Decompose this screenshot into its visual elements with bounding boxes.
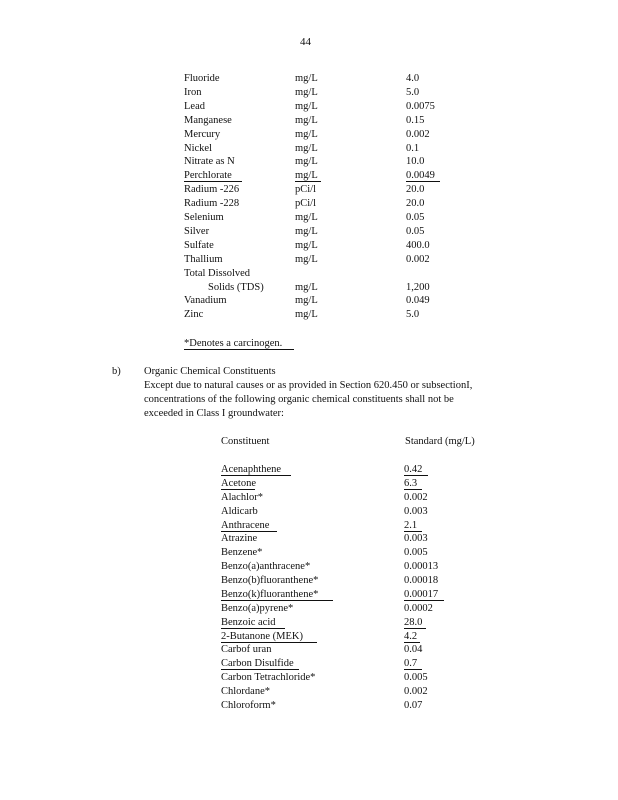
inorganic-row-10-value: 0.05 [406,212,425,223]
inorganic-row-15-unit: mg/L [295,282,318,293]
organic-row-16-name: Chlordane* [221,686,270,697]
inorganic-row-4-unit: mg/L [295,129,318,140]
organic-row-12-name: 2-Butanone (MEK) [221,631,317,643]
section-b-heading: Organic Chemical Constituents [144,366,276,377]
organic-row-7-name: Benzo(a)anthracene* [221,561,311,572]
inorganic-row-6-value: 10.0 [406,156,425,167]
inorganic-row-10-name: Selenium [184,212,224,223]
organic-row-2-value: 0.002 [404,492,428,503]
organic-row-8-name: Benzo(b)fluoranthene* [221,575,319,586]
organic-row-10-name: Benzo(a)pyrene* [221,603,294,614]
inorganic-row-12-name: Sulfate [184,240,214,251]
organic-row-13-name: Carbof uran [221,644,272,655]
inorganic-row-6-name: Nitrate as N [184,156,235,167]
inorganic-row-7-name: Perchlorate [184,170,242,182]
inorganic-row-13-unit: mg/L [295,254,318,265]
carcinogen-footnote: *Denotes a carcinogen. [184,338,294,350]
inorganic-row-16-value: 0.049 [406,295,430,306]
organic-row-16-value: 0.002 [404,686,428,697]
inorganic-row-9-value: 20.0 [406,198,425,209]
inorganic-row-11-unit: mg/L [295,226,318,237]
constituent-column-header: Constituent [221,436,270,447]
organic-row-17-name: Chloroform* [221,700,276,711]
organic-row-1-name: Acetone [221,478,256,489]
inorganic-row-7-value: 0.0049 [406,170,440,182]
inorganic-row-17-value: 5.0 [406,309,420,320]
inorganic-row-11-value: 0.05 [406,226,425,237]
inorganic-row-8-value: 20.0 [406,184,425,195]
inorganic-row-15-value: 1,200 [406,282,430,293]
section-b-paragraph-line-1: Except due to natural causes or as provided in Section 620.450 or subsectionI, [144,380,473,391]
organic-row-6-name: Benzene* [221,547,263,558]
organic-row-15-value: 0.005 [404,672,428,683]
organic-row-2-name: Alachlor* [221,492,263,503]
inorganic-row-5-name: Nickel [184,143,212,154]
inorganic-row-5-unit: mg/L [295,143,318,154]
organic-row-6-value: 0.005 [404,547,428,558]
inorganic-row-8-unit: pCi/l [295,184,317,195]
inorganic-row-2-unit: mg/L [295,101,318,112]
inorganic-row-6-unit: mg/L [295,156,318,167]
organic-row-17-value: 0.07 [404,700,423,711]
organic-row-14-name: Carbon Disulfide [221,658,299,670]
inorganic-row-11-name: Silver [184,226,210,237]
inorganic-row-2-value: 0.0075 [406,101,435,112]
organic-row-10-value: 0.0002 [404,603,433,614]
inorganic-row-7-unit: mg/L [295,170,321,182]
inorganic-row-17-unit: mg/L [295,309,318,320]
organic-row-3-name: Aldicarb [221,506,258,517]
inorganic-row-12-unit: mg/L [295,240,318,251]
organic-row-1-value: 6.3 [404,478,422,490]
inorganic-row-13-name: Thallium [184,254,223,265]
organic-row-0-name: Acenaphthene [221,464,291,476]
inorganic-row-9-unit: pCi/l [295,198,317,209]
organic-row-5-value: 0.003 [404,533,428,544]
organic-row-15-name: Carbon Tetrachloride* [221,672,316,683]
inorganic-row-0-name: Fluoride [184,73,220,84]
organic-row-7-value: 0.00013 [404,561,439,572]
section-b-paragraph-line-3: exceeded in Class I groundwater: [144,408,284,419]
inorganic-row-3-name: Manganese [184,115,232,126]
organic-row-3-value: 0.003 [404,506,428,517]
organic-row-11-value: 28.0 [404,617,426,629]
inorganic-row-0-value: 4.0 [406,73,420,84]
inorganic-row-2-name: Lead [184,101,205,112]
organic-row-14-value: 0.7 [404,658,422,670]
inorganic-row-16-name: Vanadium [184,295,227,306]
inorganic-row-4-name: Mercury [184,129,221,140]
inorganic-row-1-name: Iron [184,87,202,98]
inorganic-row-14-name: Total Dissolved [184,268,251,279]
inorganic-row-3-value: 0.15 [406,115,425,126]
section-b-paragraph-line-2: concentrations of the following organic chemical constituents shall not be [144,394,454,405]
inorganic-row-17-name: Zinc [184,309,204,320]
organic-row-12-value: 4.2 [404,631,420,643]
section-b-label: b) [112,366,121,377]
organic-row-13-value: 0.04 [404,644,423,655]
inorganic-row-1-unit: mg/L [295,87,318,98]
inorganic-row-4-value: 0.002 [406,129,430,140]
organic-row-9-name: Benzo(k)fluoranthene* [221,589,333,601]
inorganic-row-1-value: 5.0 [406,87,420,98]
page-number: 44 [300,36,311,48]
organic-row-8-value: 0.00018 [404,575,439,586]
inorganic-row-12-value: 400.0 [406,240,430,251]
organic-row-5-name: Atrazine [221,533,258,544]
standard-column-header: Standard (mg/L) [405,436,475,447]
organic-row-4-value: 2.1 [404,520,422,532]
inorganic-row-16-unit: mg/L [295,295,318,306]
inorganic-row-5-value: 0.1 [406,143,420,154]
organic-row-4-name: Anthracene [221,520,277,532]
inorganic-row-3-unit: mg/L [295,115,318,126]
inorganic-row-10-unit: mg/L [295,212,318,223]
organic-row-9-value: 0.00017 [404,589,444,601]
organic-row-0-value: 0.42 [404,464,428,476]
inorganic-row-0-unit: mg/L [295,73,318,84]
inorganic-row-13-value: 0.002 [406,254,430,265]
inorganic-row-15-name: Solids (TDS) [208,282,264,293]
inorganic-row-9-name: Radium -228 [184,198,240,209]
inorganic-row-8-name: Radium -226 [184,184,240,195]
organic-row-11-name: Benzoic acid [221,617,285,629]
